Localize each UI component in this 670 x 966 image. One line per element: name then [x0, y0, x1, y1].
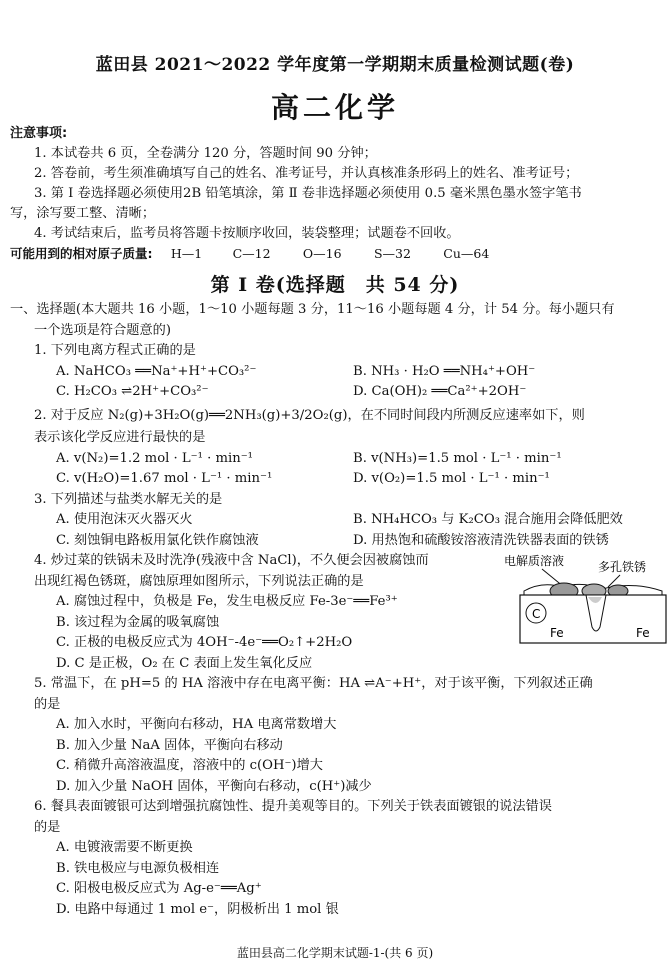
- option-b: B. NH₄HCO₃ 与 K₂CO₃ 混合施用会降低肥效: [353, 512, 623, 527]
- option-a: A. 使用泡沫灭火器灭火: [56, 512, 193, 527]
- atomic-mass-label: 可能用到的相对原子质量:: [10, 246, 153, 261]
- question-1-options-row: [10, 362, 662, 383]
- question-3-stem: 3. 下列描述与盐类水解无关的是: [34, 491, 223, 507]
- question-4-stem-continued: 出现红褐色锈斑，腐蚀原理如图所示，下列说法正确的是: [34, 573, 364, 589]
- question-4-block: [10, 551, 662, 674]
- question-5-stem: 5. 常温下，在 pH=5 的 HA 溶液中存在电离平衡：HA ⇌A⁻+H⁺，对于该平衡，下列叙述正确: [34, 676, 593, 691]
- question-2-options-row: [10, 449, 662, 470]
- option-a: A. v(N₂)=1.2 mol · L⁻¹ · min⁻¹: [56, 450, 253, 466]
- option-b: B. 该过程为金属的吸氧腐蚀: [56, 614, 220, 630]
- question-4-stem: 4. 炒过菜的铁锅未及时洗净(残液中含 NaCl)，不久便会因被腐蚀而: [34, 553, 429, 568]
- question-2-stem: 2. 对于反应 N₂(g)+3H₂O(g)══2NH₃(g)+3/2O₂(g)，在不同时间段内所测反应速率如下，则: [34, 407, 585, 423]
- question-5-stem-continued: 的是: [34, 696, 61, 712]
- atomic-mass-value: S—32: [373, 246, 411, 261]
- question-2-options-row: [10, 469, 662, 490]
- question-3-options-row: [10, 531, 662, 552]
- option-d: D. Ca(OH)₂ ══Ca²⁺+2OH⁻: [353, 384, 527, 399]
- option-d: D. 电路中每通过 1 mol e⁻，阴极析出 1 mol 银: [56, 901, 339, 917]
- notes-block: [10, 124, 660, 264]
- questions: [10, 300, 662, 920]
- corrosion-diagram: [502, 551, 670, 647]
- note-item: 4. 考试结束后，监考员将答题卡按顺序收回，装袋整理；试题卷不回收。: [34, 226, 460, 241]
- option-c: C. 阳极电极反应式为 Ag-e⁻══Ag⁺: [56, 881, 262, 896]
- fig-label-rust: 多孔铁锈: [598, 560, 647, 574]
- question-1-options-row: [10, 382, 662, 403]
- option-c: C. 稍微升高溶液温度，溶液中的 c(OH⁻)增大: [56, 758, 323, 773]
- option-c: C. 正极的电极反应式为 4OH⁻-4e⁻══O₂↑+2H₂O: [56, 635, 353, 650]
- question-2-stem-continued: 表示该化学反应进行最快的是: [34, 430, 206, 445]
- note-item: 2. 答卷前，考生须准确填写自己的姓名、准考证号，并认真核准条形码上的姓名、准考证号；: [34, 166, 579, 181]
- question-1-stem: 1. 下列电离方程式正确的是: [34, 343, 196, 358]
- atomic-mass-value: H—1: [170, 246, 203, 261]
- option-b: B. 铁电极应与电源负极相连: [56, 860, 220, 876]
- question-6-stem: 6. 餐具表面镀银可达到增强抗腐蚀性、提升美观等目的。下列关于铁表面镀银的说法错误: [34, 799, 552, 814]
- option-d: D. v(O₂)=1.5 mol · L⁻¹ · min⁻¹: [353, 471, 550, 486]
- option-a: A. 腐蚀过程中，负极是 Fe，发生电极反应 Fe-3e⁻══Fe³⁺: [56, 594, 398, 609]
- option-b: B. 加入少量 NaA 固体，平衡向右移动: [56, 737, 283, 753]
- option-b: B. NH₃ · H₂O ══NH₄⁺+OH⁻: [353, 363, 536, 379]
- option-d: D. C 是正极，O₂ 在 C 表面上发生氧化反应: [56, 655, 313, 671]
- fig-label-fe: Fe: [636, 626, 650, 640]
- exam-title: 蓝田县 2021～2022 学年度第一学期期末质量检测试题(卷): [95, 55, 575, 75]
- fig-label-electrolyte: 电解质溶液: [504, 554, 565, 568]
- atomic-mass-value: Cu—64: [443, 246, 490, 261]
- option-a: A. 电镀液需要不断更换: [56, 840, 193, 855]
- fig-label-c: C: [532, 607, 541, 621]
- atomic-mass-value: O—16: [302, 246, 342, 261]
- option-d: D. 用热饱和硫酸铵溶液清洗铁器表面的铁锈: [353, 532, 609, 548]
- option-c: C. 刻蚀铜电路板用氯化铁作腐蚀液: [56, 532, 259, 548]
- note-item: 3. 第 Ⅰ 卷选择题必须使用2B 铅笔填涂，第 Ⅱ 卷非选择题必须使用 0.5 毫米黑色墨水签字笔书: [34, 186, 582, 201]
- part-intro-continued: 一个选项是符合题意的): [34, 322, 172, 338]
- option-c: C. H₂CO₃ ⇌2H⁺+CO₃²⁻: [56, 384, 209, 399]
- option-d: D. 加入少量 NaOH 固体，平衡向右移动，c(H⁺)减少: [56, 778, 372, 794]
- option-a: A. NaHCO₃ ══Na⁺+H⁺+CO₃²⁻: [56, 363, 257, 379]
- notes-heading: 注意事项:: [10, 126, 68, 141]
- section-title: 第 Ⅰ 卷(选择题 共 54 分): [210, 274, 460, 296]
- option-c: C. v(H₂O)=1.67 mol · L⁻¹ · min⁻¹: [56, 471, 273, 486]
- fig-label-fe: Fe: [550, 626, 564, 640]
- part-intro: 一、选择题(本大题共 16 小题，1～10 小题每题 3 分，11～16 小题每题 4 分，计 54 分。每小题只有: [10, 302, 615, 317]
- atomic-mass-value: C—12: [232, 246, 271, 261]
- question-3-options-row: [10, 510, 662, 531]
- page-footer: 蓝田县高二化学期末试题-1-(共 6 页): [236, 946, 434, 960]
- note-item-continued: 写，涂写要工整、清晰；: [10, 206, 156, 221]
- question-6-stem-continued: 的是: [34, 819, 61, 835]
- option-b: B. v(NH₃)=1.5 mol · L⁻¹ · min⁻¹: [353, 450, 562, 466]
- subject-title: 高二化学: [270, 91, 399, 124]
- option-a: A. 加入水时，平衡向右移动，HA 电离常数增大: [56, 717, 337, 732]
- atomic-mass-row: [10, 244, 660, 264]
- note-item: 1. 本试卷共 6 页，全卷满分 120 分，答题时间 90 分钟；: [34, 146, 377, 161]
